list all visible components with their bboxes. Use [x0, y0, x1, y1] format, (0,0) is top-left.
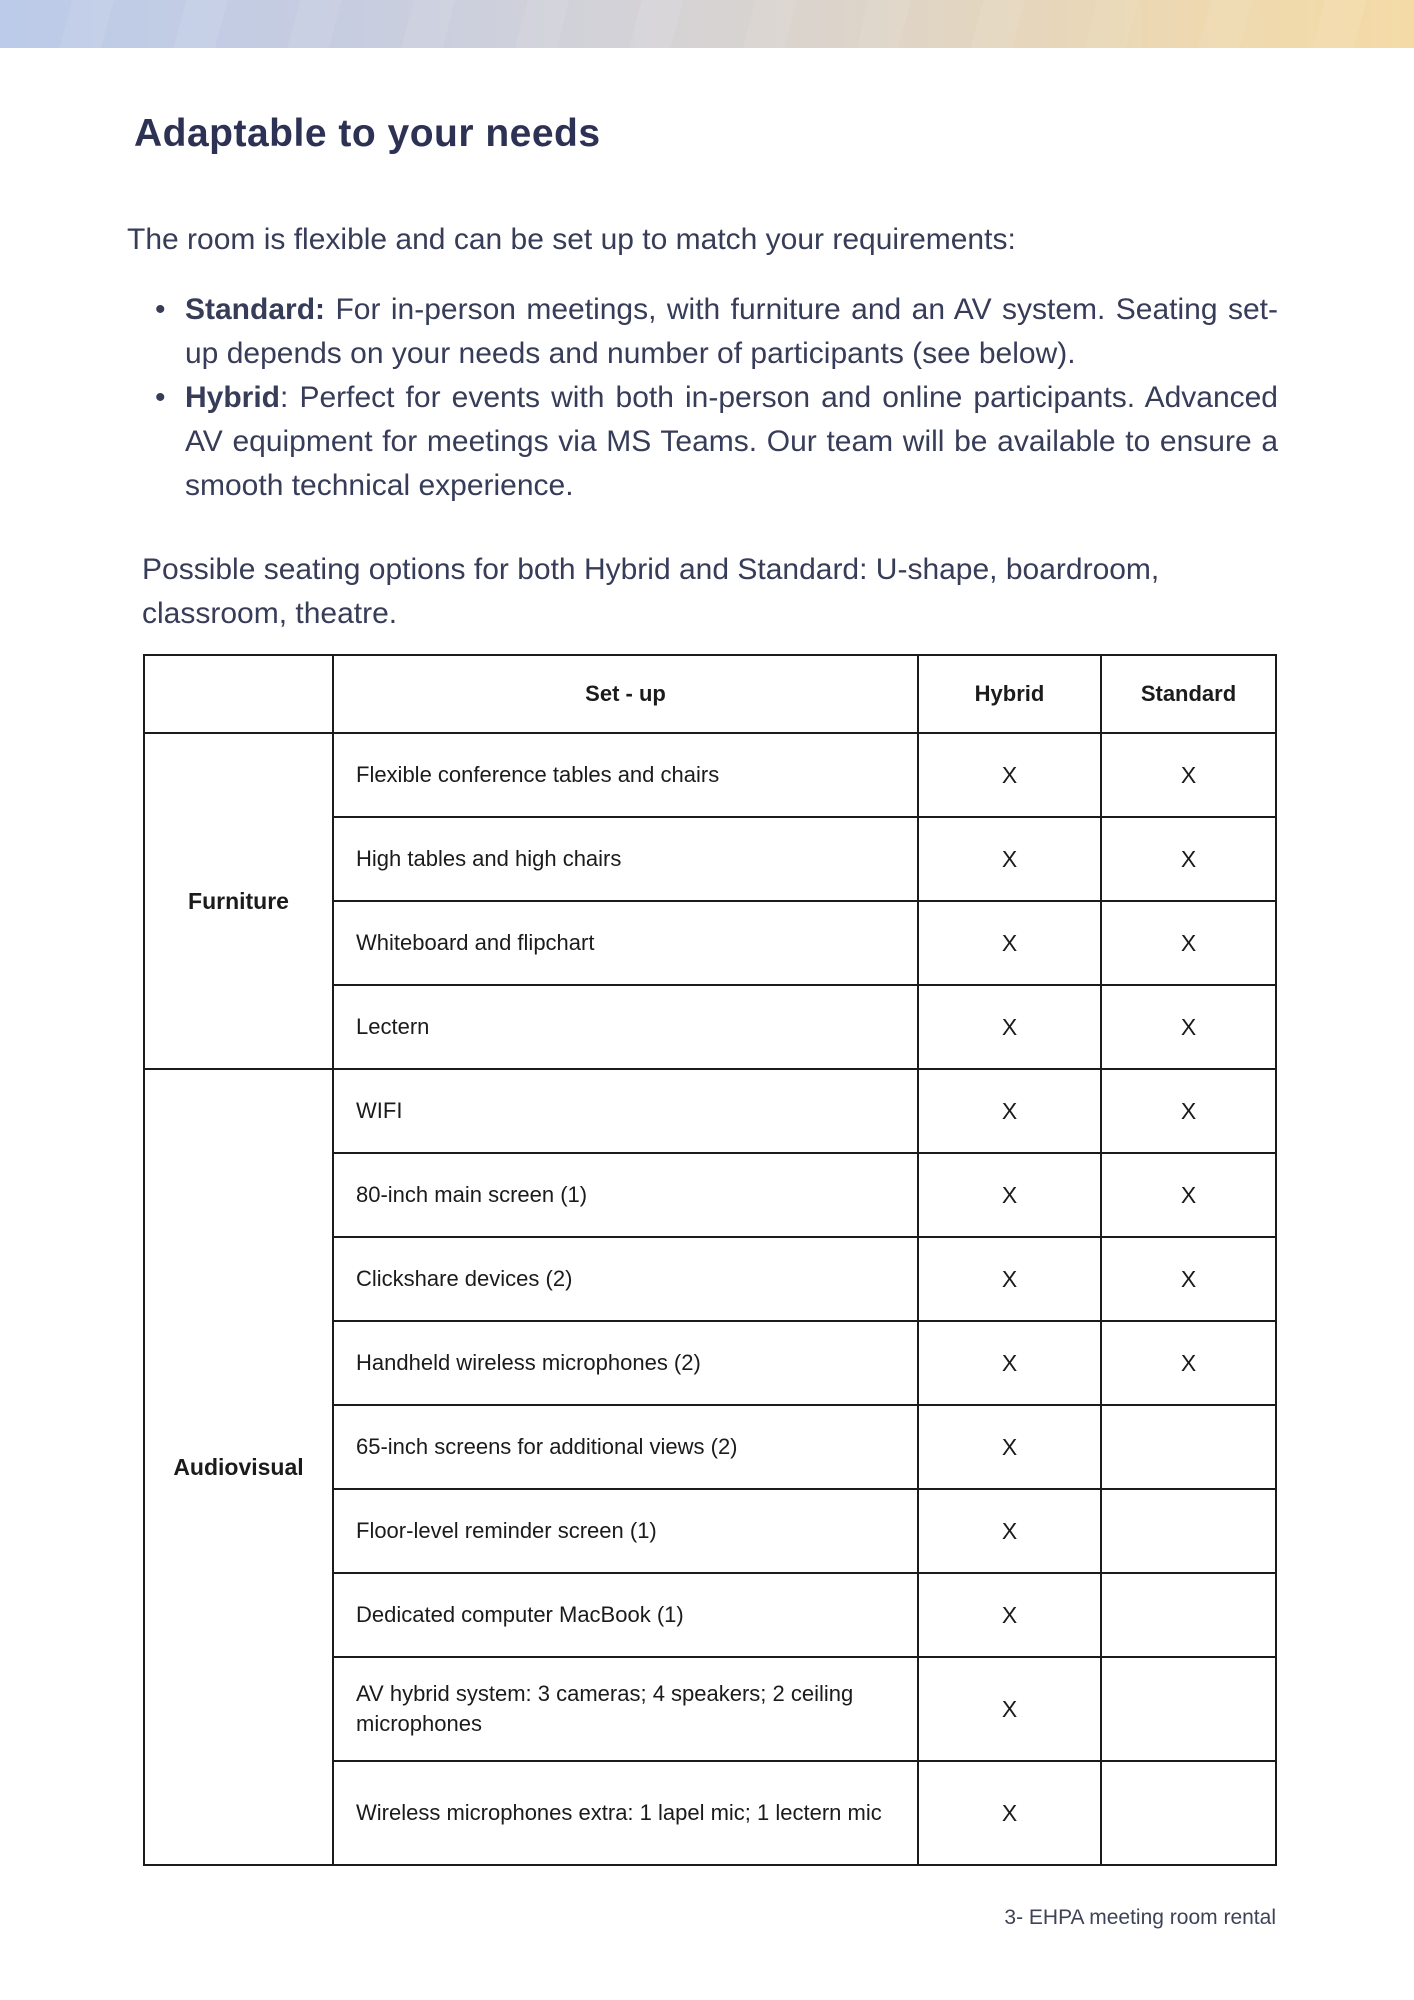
setup-cell: AV hybrid system: 3 cameras; 4 speakers; 2 ceiling microphones [333, 1657, 918, 1761]
standard-mark-cell [1101, 1573, 1276, 1657]
standard-mark-cell: X [1101, 733, 1276, 817]
setup-cell: Clickshare devices (2) [333, 1237, 918, 1321]
hybrid-mark-cell: X [918, 817, 1101, 901]
bullet-label: Standard: [185, 293, 326, 326]
standard-mark-cell: X [1101, 985, 1276, 1069]
setup-cell: Wireless microphones extra: 1 lapel mic; 1 lectern mic [333, 1761, 918, 1865]
table-row [144, 1069, 1276, 1153]
standard-mark-cell: X [1101, 901, 1276, 985]
setup-cell: Handheld wireless microphones (2) [333, 1321, 918, 1405]
page-title: Adaptable to your needs [134, 112, 601, 155]
header-cell-standard: Standard [1101, 655, 1276, 733]
setup-cell: 80-inch main screen (1) [333, 1153, 918, 1237]
standard-mark-cell: X [1101, 1069, 1276, 1153]
header-cell-setup: Set - up [333, 655, 918, 733]
setup-cell: Floor-level reminder screen (1) [333, 1489, 918, 1573]
hybrid-mark-cell: X [918, 901, 1101, 985]
top-gradient-band [0, 0, 1414, 48]
standard-mark-cell [1101, 1657, 1276, 1761]
bullet-separator: : [280, 381, 289, 414]
hybrid-mark-cell: X [918, 985, 1101, 1069]
bullet-text: Perfect for events with both in-person and online participants. Advanced AV equipment for meetings via MS Teams. Our team will be available to ensure a smooth technical experience. [185, 381, 1278, 502]
standard-mark-cell: X [1101, 1153, 1276, 1237]
table-header [144, 655, 1276, 733]
standard-mark-cell [1101, 1405, 1276, 1489]
hybrid-mark-cell: X [918, 1573, 1101, 1657]
header-cell-category [144, 655, 333, 733]
setup-table-body [144, 733, 1276, 1865]
standard-mark-cell [1101, 1489, 1276, 1573]
hybrid-mark-cell: X [918, 1153, 1101, 1237]
setup-cell: Dedicated computer MacBook (1) [333, 1573, 918, 1657]
setup-cell: Lectern [333, 985, 918, 1069]
hybrid-mark-cell: X [918, 1405, 1101, 1489]
bullet-list [127, 288, 1278, 508]
setup-cell: 65-inch screens for additional views (2) [333, 1405, 918, 1489]
hybrid-mark-cell: X [918, 1489, 1101, 1573]
hybrid-mark-cell: X [918, 1657, 1101, 1761]
bullet-item-hybrid [185, 376, 1278, 508]
setup-cell: Whiteboard and flipchart [333, 901, 918, 985]
hybrid-mark-cell: X [918, 1761, 1101, 1865]
page-number-footer: 3- EHPA meeting room rental [1004, 1906, 1276, 1929]
bullet-item-standard [185, 288, 1278, 376]
standard-mark-cell: X [1101, 817, 1276, 901]
setup-cell: High tables and high chairs [333, 817, 918, 901]
setup-cell: WIFI [333, 1069, 918, 1153]
page-content [0, 112, 1414, 1930]
hybrid-mark-cell: X [918, 733, 1101, 817]
standard-mark-cell: X [1101, 1321, 1276, 1405]
category-cell-audiovisual: Audiovisual [144, 1069, 333, 1865]
header-cell-hybrid: Hybrid [918, 655, 1101, 733]
bullet-label: Hybrid [185, 381, 281, 414]
intro-paragraph: The room is flexible and can be set up to match your requirements: [127, 223, 1016, 256]
standard-mark-cell: X [1101, 1237, 1276, 1321]
hybrid-mark-cell: X [918, 1237, 1101, 1321]
setup-options-table [143, 654, 1277, 1866]
hybrid-mark-cell: X [918, 1321, 1101, 1405]
hybrid-mark-cell: X [918, 1069, 1101, 1153]
category-cell-furniture: Furniture [144, 733, 333, 1069]
setup-cell: Flexible conference tables and chairs [333, 733, 918, 817]
bullet-text: For in-person meetings, with furniture and an AV system. Seating set-up depends on your needs and number of participants (see below). [185, 293, 1278, 370]
table-row [144, 733, 1276, 817]
seating-options-paragraph: Possible seating options for both Hybrid and Standard: U-shape, boardroom, classroom, theatre. [142, 553, 1160, 630]
standard-mark-cell [1101, 1761, 1276, 1865]
table-header-row [144, 655, 1276, 733]
